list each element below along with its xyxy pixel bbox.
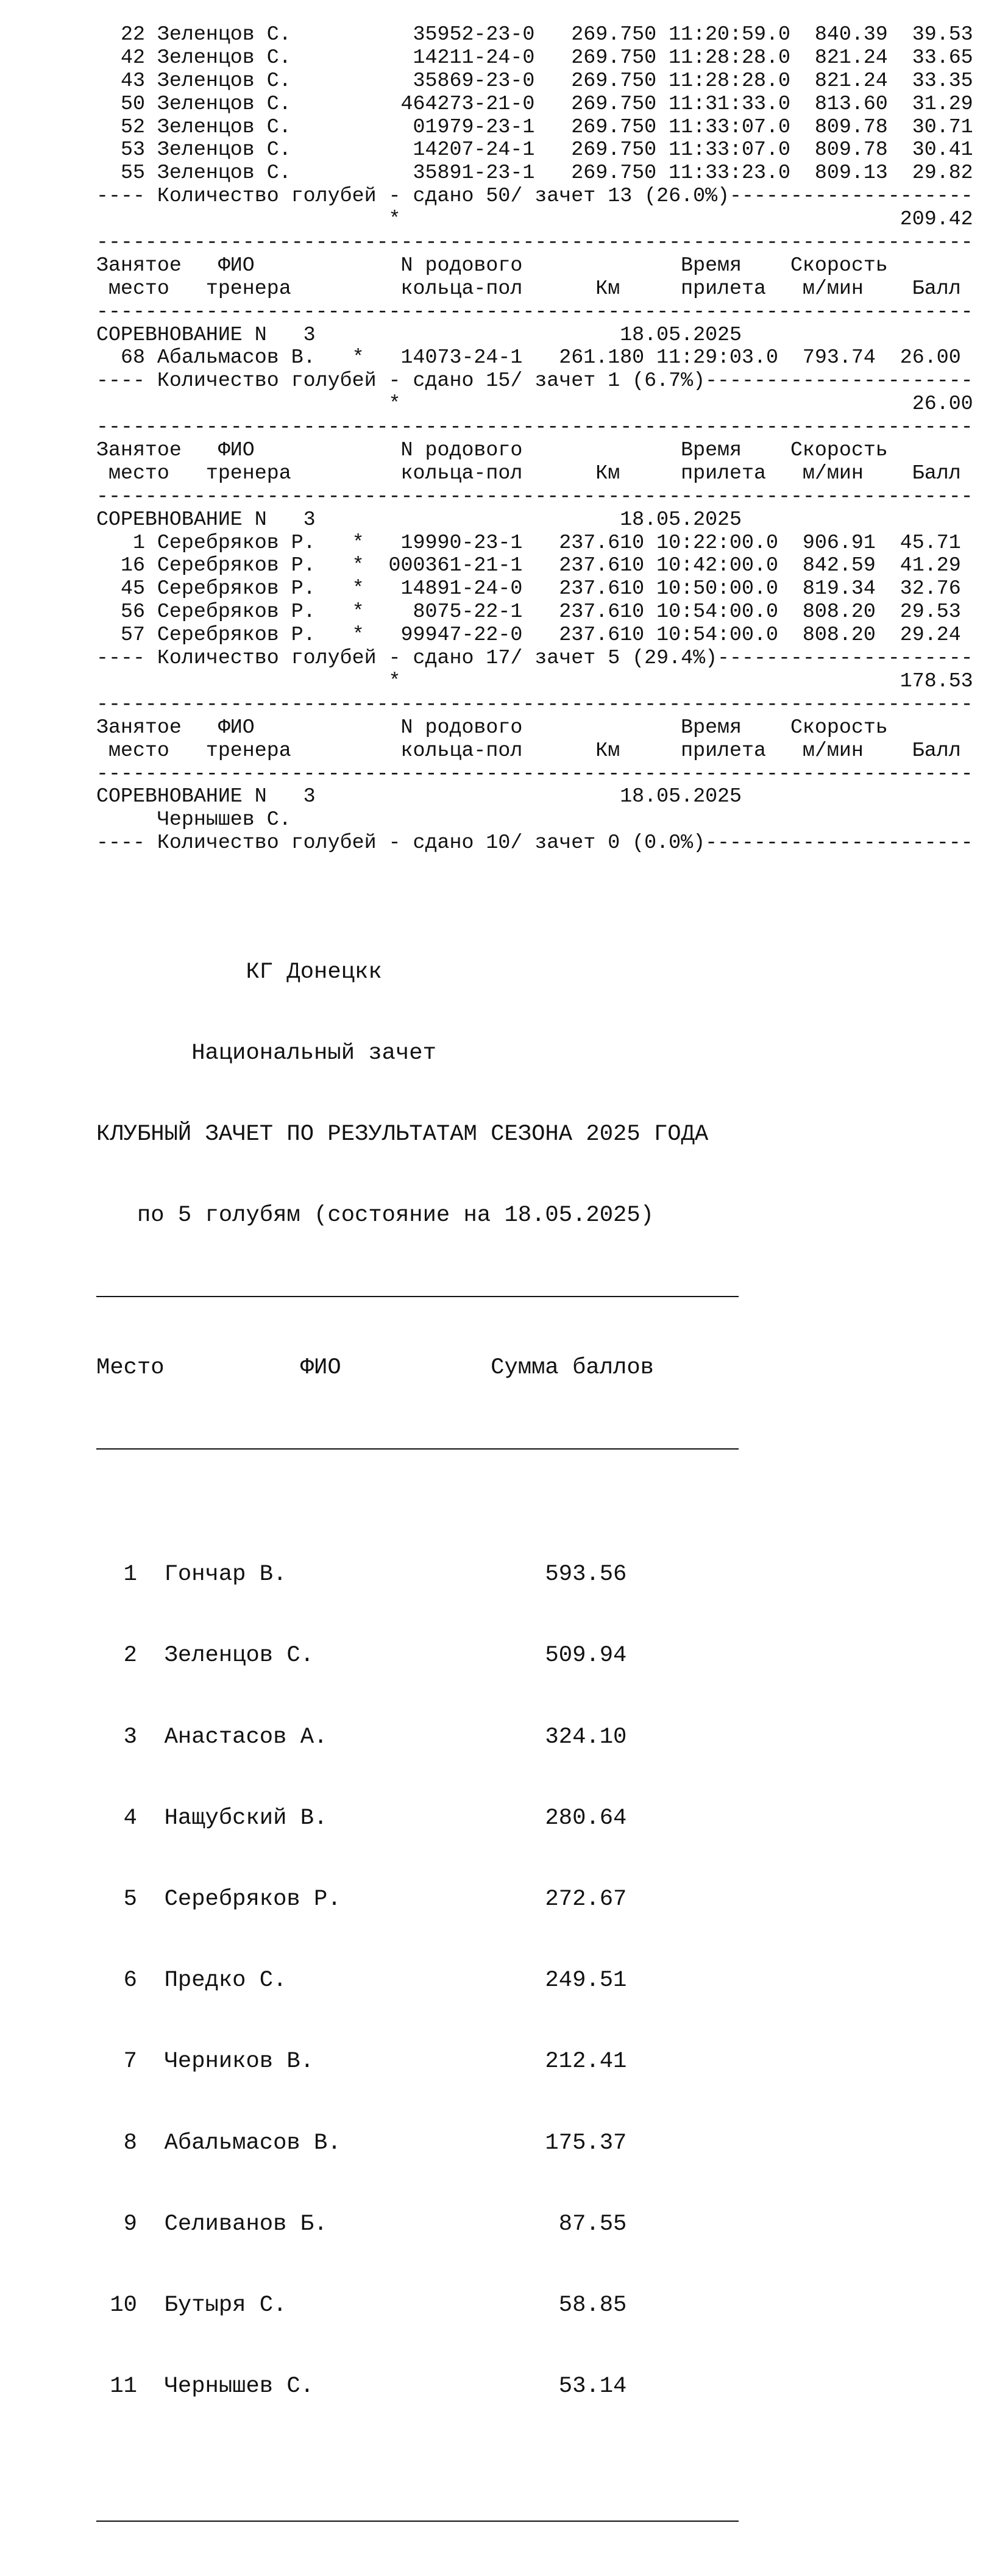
club-table-row: 11 Чернышев С. 53.14 — [96, 2374, 627, 2400]
report-line: ------------------------------------------------------------------------ — [96, 230, 973, 254]
report-line: 42 Зеленцов С. 14211-24-0 269.750 11:28:28.0 821.24 33.65 — [96, 45, 973, 69]
club-table-row: 3 Анастасов А. 324.10 — [96, 1724, 627, 1750]
club-table-row: 4 Нащубский В. 280.64 — [96, 1805, 627, 1831]
club-title-line: КГ Донецкк — [96, 959, 382, 985]
report-line: СОРЕВНОВАНИЕ N 3 18.05.2025 — [96, 507, 742, 531]
club-table-row: 8 Абальмасов В. 175.37 — [96, 2130, 627, 2156]
club-table-row: 7 Черников В. 212.41 — [96, 2049, 627, 2075]
report-line: 45 Серебряков Р. * 14891-24-0 237.610 10:50:00.0 819.34 32.76 — [96, 577, 961, 600]
table-bottom-rule — [96, 2508, 739, 2522]
report-line: ------------------------------------------------------------------------ — [96, 692, 973, 716]
club-title-line: по 5 голубям (состояние на 18.05.2025) — [96, 1203, 654, 1229]
club-table-body — [96, 1507, 739, 2454]
club-title-line: КЛУБНЫЙ ЗАЧЕТ ПО РЕЗУЛЬТАТАМ СЕЗОНА 2025 ГОДА — [96, 1122, 709, 1148]
report-line: 68 Абальмасов В. * 14073-24-1 261.180 11:29:03.0 793.74 26.00 — [96, 346, 961, 369]
report-line: СОРЕВНОВАНИЕ N 3 18.05.2025 — [96, 322, 742, 346]
report-line: 56 Серебряков Р. * 8075-22-1 237.610 10:54:00.0 808.20 29.53 — [96, 600, 961, 624]
report-line: 55 Зеленцов С. 35891-23-1 269.750 11:33:23.0 809.13 29.82 — [96, 161, 973, 185]
report-line: место тренера кольца-пол Км прилета м/мин Балл — [96, 276, 961, 300]
report-line: ---- Количество голубей - сдано 50/ зачет 13 (26.0%)-------------------- — [96, 184, 973, 208]
club-table-row: 9 Селиванов Б. 87.55 — [96, 2211, 627, 2237]
report-line: место тренера кольца-пол Км прилета м/мин Балл — [96, 738, 961, 762]
report-line: 57 Серебряков Р. * 99947-22-0 237.610 10:54:00.0 808.20 29.24 — [96, 623, 961, 647]
report-line: СОРЕВНОВАНИЕ N 3 18.05.2025 — [96, 785, 742, 808]
report-line: ------------------------------------------------------------------------ — [96, 415, 973, 439]
report-line: ------------------------------------------------------------------------ — [96, 484, 973, 508]
report-line: ------------------------------------------------------------------------ — [96, 299, 973, 323]
report-line: Занятое ФИО N родового Время Скорость — [96, 438, 888, 462]
club-table-row: 10 Бутыря С. 58.85 — [96, 2293, 627, 2319]
report-line: 53 Зеленцов С. 14207-24-1 269.750 11:33:07.0 809.78 30.41 — [96, 138, 973, 162]
report-line: Занятое ФИО N родового Время Скорость — [96, 715, 888, 739]
club-table-header: Место ФИО Сумма баллов — [96, 1355, 654, 1381]
report-line: * 209.42 — [96, 207, 973, 231]
club-table-row: 5 Серебряков Р. 272.67 — [96, 1887, 627, 1913]
report-line: ---- Количество голубей - сдано 15/ зачет 1 (6.7%)---------------------- — [96, 369, 973, 393]
competition-report — [96, 23, 973, 855]
report-line: 43 Зеленцов С. 35869-23-0 269.750 11:28:28.0 821.24 33.35 — [96, 68, 973, 92]
club-table-row: 1 Гончар В. 593.56 — [96, 1562, 627, 1588]
report-line: 22 Зеленцов С. 35952-23-0 269.750 11:20:59.0 840.39 39.53 — [96, 23, 973, 46]
club-title-line: Национальный зачет — [96, 1041, 436, 1067]
report-line: Занятое ФИО N родового Время Скорость — [96, 253, 888, 277]
report-line: ---- Количество голубей - сдано 17/ зачет 5 (29.4%)--------------------- — [96, 646, 973, 670]
report-line: ---- Количество голубей - сдано 10/ зачет 0 (0.0%)---------------------- — [96, 831, 973, 855]
report-line: ------------------------------------------------------------------------ — [96, 761, 973, 785]
report-line: * 26.00 — [96, 392, 973, 416]
table-top-rule — [96, 1284, 739, 1297]
report-line: 50 Зеленцов С. 464273-21-0 269.750 11:31:33.0 813.60 31.29 — [96, 91, 973, 115]
club-results-section — [96, 905, 739, 2576]
report-line: * 178.53 — [96, 669, 973, 692]
report-line: Чернышев С. — [96, 808, 291, 831]
report-line: 52 Зеленцов С. 01979-23-1 269.750 11:33:07.0 809.78 30.71 — [96, 115, 973, 138]
table-header-rule — [96, 1436, 739, 1450]
club-table-row: 6 Предко С. 249.51 — [96, 1968, 627, 1994]
report-line: место тренера кольца-пол Км прилета м/мин Балл — [96, 461, 961, 485]
report-line: 16 Серебряков Р. * 000361-21-1 237.610 10:42:00.0 842.59 41.29 — [96, 553, 961, 577]
report-line: 1 Серебряков Р. * 19990-23-1 237.610 10:22:00.0 906.91 45.71 — [96, 530, 961, 554]
club-table-row: 2 Зеленцов С. 509.94 — [96, 1643, 627, 1669]
